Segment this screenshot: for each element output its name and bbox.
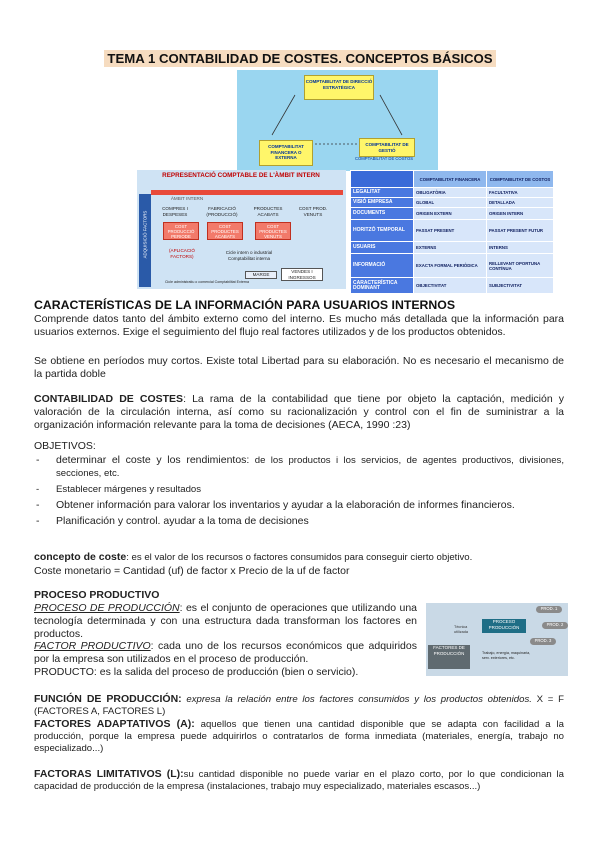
term: FUNCIÓN DE PRODUCCIÓN: <box>34 693 182 705</box>
row-val: DETALLADA <box>487 198 554 208</box>
row-val: ORIGEN EXTERN <box>414 208 487 220</box>
internal-scope-diagram <box>137 170 346 289</box>
row-val: FACULTATIVA <box>487 188 554 198</box>
production-function <box>34 693 564 718</box>
row-key: CARACTERÍSTICA DOMINANT <box>351 278 414 294</box>
cost-accounting-label: COMPTABILITAT DE COSTOS <box>355 156 414 161</box>
definition-text: : La rama de la contabilidad que tiene por objeto la captación, medición y valoración de la circulación interna, así como su racionalización y control con el fin de suministrar a la organización información relevante para la toma de decisiones (AECA, 1990 :23) <box>34 393 565 431</box>
admin-cycle: Cicle administratiu o comercial Comptabilitat Externa <box>164 280 250 284</box>
product-2-pill: PROD. 2 <box>542 622 568 629</box>
adaptive-text: aquellos que tienen una cantidad disponible que se adapta con facilidad a la producción, porque la empresa puede adquirirlos o contratarlos de forma inmediata (materiales, energía, trabajo no especializado...) <box>34 719 564 754</box>
item-main: Establecer márgenes y resultados <box>56 484 202 495</box>
sold-cost-box: COST PRODUCTES VENUTS <box>255 222 291 240</box>
product-1-pill: PROD. 1 <box>536 606 562 613</box>
row-val: OBJECTIVITAT <box>414 278 487 294</box>
bullet-dash: - <box>36 515 40 527</box>
term: FACTORES ADAPTATIVOS (A): <box>34 718 195 730</box>
list-item <box>34 454 564 480</box>
product-3-pill: PROD. 3 <box>530 638 556 645</box>
row-val: ORIGEN INTERN <box>487 208 554 220</box>
adaptive-factors <box>34 718 564 755</box>
inputs-label: Trabajo, energía, maquinaria, serv. exteriores, etc. <box>482 651 531 660</box>
process-heading: PROCESO PRODUCTIVO <box>34 589 160 601</box>
accounting-types-diagram <box>237 70 438 171</box>
row-key: USUARIS <box>351 242 414 254</box>
col-sold-cost: COST PROD. VENUTS <box>298 206 328 217</box>
list-item <box>34 499 564 512</box>
ambit-label: ÀMBIT INTERN <box>170 196 204 201</box>
list-item <box>34 515 564 528</box>
bullet-dash: - <box>36 484 40 495</box>
col-purchases: COMPRES I DESPESES <box>162 206 188 217</box>
item-main: Planificación y control. ayudar a la toma de decisiones <box>56 515 309 527</box>
bullet-dash: - <box>36 454 40 466</box>
limiting-text: su cantidad disponible no puede variar en el plazo corto, por lo que condicionan la capacidad de producción de la empresa (instalaciones, trabajo muy especializado, materiales escasos...) <box>34 769 564 792</box>
production-factor-def <box>34 640 417 666</box>
strategic-direction-box: COMPTABILITAT DE DIRECCIÓ ESTRATÈGICA <box>304 75 374 100</box>
margin-box: MARGE <box>245 271 277 279</box>
technique-label: Técnica utilizada <box>454 625 468 634</box>
row-key: VISIÓ EMPRESA <box>351 198 414 208</box>
row-val: OBLIGATÒRIA <box>414 188 487 198</box>
finished-cost-box: COST PRODUCTES ACABATS <box>207 222 243 240</box>
factor-application: (APLICACIÓ FACTORS) <box>168 248 196 259</box>
product-def: PRODUCTO: es la salida del proceso de producción (bien o servicio). <box>34 666 359 678</box>
management-accounting-box: COMPTABILITAT DE GESTIÓ <box>359 138 415 157</box>
row-val: GLOBAL <box>414 198 487 208</box>
comparison-table <box>350 170 554 293</box>
acquisition-sidebar <box>139 194 151 287</box>
production-process-def <box>34 602 417 641</box>
bullet-dash: - <box>36 499 40 511</box>
diagram-title: REPRESENTACIÓ COMPTABLE DE L'ÀMBIT INTERN <box>162 172 320 179</box>
objectives-heading: OBJETIVOS: <box>34 440 96 452</box>
row-val: PASSAT PRESENT <box>414 220 487 242</box>
characteristics-para-1: Comprende datos tanto del ámbito externo como del interno. Es mucho más detallada que la información para usuarios externos. Exige el seguimiento del flujo real factores utilizados y de los productos obtenidos. <box>34 313 564 338</box>
page-title: TEMA 1 CONTABILIDAD DE COSTES. CONCEPTOS BÁSICOS <box>0 50 600 68</box>
header-financial: COMPTABILITAT FINANCERA <box>414 171 487 188</box>
period-cost-box: COST PRODUCCIÓ PERIODE <box>163 222 199 240</box>
term: FACTOR PRODUCTIVO <box>34 640 151 652</box>
function-formula: X = F (FACTORES A, FACTORES L) <box>34 694 565 717</box>
financial-accounting-box: COMPTABILITAT FINANCERA O EXTERNA <box>259 140 313 166</box>
col-finished: PRODUCTES ACABATS <box>253 206 283 217</box>
term: CONTABILIDAD DE COSTES <box>34 393 184 405</box>
cost-formula: Coste monetario = Cantidad (uf) de factor x Precio de la uf de factor <box>34 565 350 577</box>
item-main: Obtener información para valorar los inventarios y ayudar a la elaboración de informes financieros. <box>56 499 515 511</box>
cost-accounting-definition <box>34 393 564 432</box>
row-val: RELLEVANT OPORTUNA CONTÍNUA <box>487 254 554 278</box>
section-heading-characteristics: CARACTERÍSTICAS DE LA INFORMACIÓN PARA USUARIOS INTERNOS <box>34 298 456 312</box>
row-val: INTERNS <box>487 242 554 254</box>
sales-box: VENDES I INGRESSOS <box>281 268 323 281</box>
sidebar-label: ADQUISICIÓ FACTORS <box>142 210 148 259</box>
production-process-diagram <box>426 603 568 676</box>
row-key: LEGALITAT <box>351 188 414 198</box>
characteristics-para-2: Se obtiene en períodos muy cortos. Existe total Libertad para su elaboración. No es necesario el mecanismo de la partida doble <box>34 355 564 380</box>
def-text: : cada uno de los recursos económicos que adquiridos por la empresa son utilizados en el proceso de producción. <box>34 640 417 665</box>
concept-text: : es el valor de los recursos o factores consumidos para conseguir cierto objetivo. <box>126 552 473 563</box>
red-band <box>151 190 343 195</box>
item-main: determinar el coste y los rendimientos: <box>56 454 250 466</box>
term: FACTORAS LIMITATIVOS (L): <box>34 768 184 780</box>
row-val: EXTERNS <box>414 242 487 254</box>
objectives-list <box>34 454 564 528</box>
function-text: expresa la relación entre los factores consumidos y los productos obtenidos. <box>181 694 532 705</box>
process-box: PROCESO PRODUCCIÓN <box>482 619 526 633</box>
cost-concept <box>34 551 564 564</box>
col-production: FABRICACIÓ (PRODUCCIÓ) <box>206 206 238 217</box>
list-item <box>34 484 564 496</box>
header-costs: COMPTABILITAT DE COSTOS <box>487 171 554 188</box>
row-key: INFORMACIÓ <box>351 254 414 278</box>
row-val: EXACTA FORMAL PERIÒDICA <box>414 254 487 278</box>
def-text: : es el conjunto de operaciones que utilizando una tecnología determinada y con una estructura dada transforman los factores en productos. <box>34 602 417 640</box>
term: PROCESO DE PRODUCCIÓN <box>34 602 180 614</box>
row-val: PASSAT PRESENT FUTUR <box>487 220 554 242</box>
row-key: HORITZÓ TEMPORAL <box>351 220 414 242</box>
term: concepto de coste <box>34 551 127 563</box>
item-detail: de los productos i los servicios, de agentes productivos, divisiones, secciones, etc. <box>56 455 564 479</box>
factors-box: FACTORES DE PRODUCCIÓN <box>428 645 470 669</box>
row-key: DOCUMENTS <box>351 208 414 220</box>
industrial-cycle: Cicle intern o industrial Comptabilitat interna <box>225 250 273 261</box>
row-val: SUBJECTIVITAT <box>487 278 554 294</box>
limiting-factors <box>34 768 564 793</box>
table-corner <box>351 171 414 188</box>
